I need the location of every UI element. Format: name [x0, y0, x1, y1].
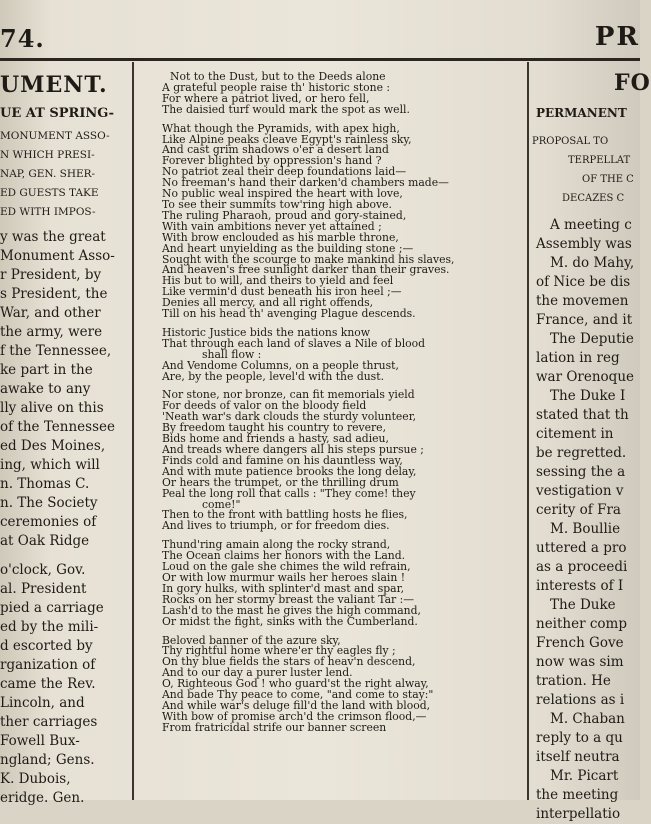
deck-line: TERPELLAT	[568, 155, 631, 166]
poem-line: Forever blighted by oppression's hand ?	[162, 154, 382, 168]
poem-line: The daisied turf would mark the spot as well.	[162, 102, 410, 116]
poem-line: Till on his head th' avenging Plague descends.	[162, 307, 416, 321]
body-line: K. Dubois,	[0, 771, 71, 787]
page-header	[0, 0, 640, 60]
deck-line: DECAZES C	[562, 193, 625, 204]
body-line: lation in reg	[536, 350, 620, 366]
poem-line: In gory hulks, with splinter'd mast and spar,	[162, 581, 405, 595]
poem-line: Not to the Dust, but to the Deeds alone	[170, 70, 386, 83]
body-line: The Duke I	[550, 388, 626, 404]
body-line: relations as i	[536, 692, 625, 708]
body-line: Fowell Bux-	[0, 733, 80, 749]
poem-line: A grateful people raise th' historic stone :	[162, 80, 391, 94]
poem-stanza-6	[162, 633, 526, 734]
poem-line: Historic Justice bids the nations know	[162, 325, 371, 339]
body-line: y was the great	[0, 229, 106, 245]
poem-line: His but to will, and theirs to yield and feel	[162, 274, 394, 288]
poem-line: Lash'd to the mast he gives the high command,	[162, 603, 421, 617]
body-line: lly alive on this	[0, 400, 104, 416]
poem-line: The Ocean claims her honors with the Land.	[162, 549, 406, 563]
left-column	[0, 62, 128, 806]
body-line: stated that th	[536, 407, 629, 423]
body-line: itself neutra	[536, 749, 620, 765]
poem-line: For deeds of valor on the bloody field	[162, 399, 367, 413]
masthead-fragment: PR	[594, 22, 640, 52]
body-line: the meeting	[536, 787, 619, 803]
poem-stanza-5	[162, 540, 526, 627]
body-line: at Oak Ridge	[0, 533, 90, 549]
body-line: The Deputie	[550, 331, 634, 347]
body-line: vestigation v	[536, 483, 624, 499]
poem-stanza-2	[162, 121, 526, 321]
left-headline: UMENT.	[0, 72, 108, 98]
poem-line: Or hears the trumpet, or the thrilling drum	[162, 475, 399, 489]
body-line: ke part in the	[0, 362, 93, 378]
poem-line: To see their summits tow'ring high above.	[162, 197, 392, 211]
poem	[140, 72, 526, 734]
deck-line: N WHICH PRESI-	[0, 149, 95, 161]
body-line: M. do Mahy,	[550, 255, 635, 271]
poem-line: Thy rightful home where'er thy eagles fly ;	[162, 644, 396, 658]
body-line: awake to any	[0, 381, 91, 397]
poem-line: Or midst the fight, sinks with the Cumberland.	[162, 614, 418, 628]
body-line: now was sim	[536, 654, 624, 670]
body-line: Assembly was	[536, 236, 632, 252]
body-line: sessing the a	[536, 464, 626, 480]
poem-line: Beloved banner of the azure sky,	[162, 633, 341, 647]
body-line: cerity of Fra	[536, 502, 621, 518]
body-line: neither comp	[536, 616, 627, 632]
poem-line: 'Neath war's dark clouds the sturdy volunteer,	[162, 410, 417, 424]
body-line: n. Thomas C.	[0, 476, 90, 492]
body-line: f the Tennessee,	[0, 343, 112, 359]
body-line: d escorted by	[0, 638, 93, 654]
body-line: of Nice be dis	[536, 274, 631, 290]
body-line: French Gove	[536, 635, 624, 651]
poem-line: And Vendome Columns, on a people thrust,	[162, 358, 399, 372]
body-line: r President, by	[0, 267, 102, 283]
poem-line: And cast grim shadows o'er a desert land	[162, 143, 389, 157]
body-line: interpellatio	[536, 806, 621, 822]
poem-line: By freedom taught his country to revere,	[162, 421, 387, 435]
right-headline: FO	[614, 70, 651, 96]
body-line: pied a carriage	[0, 600, 104, 616]
body-line: n. The Society	[0, 495, 98, 511]
poem-line: And heart unyielding as the building stone ;—	[162, 241, 414, 255]
left-deck	[0, 127, 128, 222]
right-subhead: PERMANENT	[536, 106, 627, 120]
deck-line: MONUMENT ASSO-	[0, 130, 110, 142]
poem-line: The ruling Pharaoh, proud and gory-stained,	[162, 208, 407, 222]
poem-line: From fratricidal strife our banner screen	[162, 720, 387, 734]
poem-line: Finds cold and famine on his dauntless way,	[162, 453, 403, 467]
poem-line: That through each land of slaves a Nile of blood	[162, 336, 426, 350]
body-line: ther carriages	[0, 714, 98, 730]
poem-line: Peal the long roll that calls : "They come! they	[162, 486, 416, 500]
poem-line: And lives to triumph, or for freedom dies.	[162, 519, 390, 533]
poem-line: come!"	[202, 497, 241, 511]
body-line: interests of I	[536, 578, 624, 594]
poem-stanza-4	[162, 390, 526, 532]
column-rule-left	[132, 62, 134, 800]
body-line: uttered a pro	[536, 540, 627, 556]
deck-line: OF THE C	[582, 174, 634, 185]
deck-line: ED WITH IMPOS-	[0, 206, 96, 218]
right-deck	[532, 132, 640, 208]
poem-line: Like vermin'd dust beneath his iron heel ;—	[162, 285, 402, 299]
body-line: A meeting c	[550, 217, 632, 233]
poem-line: Then to the front with battling hosts he flies,	[162, 508, 408, 522]
left-subhead: UE AT SPRING-	[0, 106, 115, 121]
poem-line: With brow enclouded as his marble throne,	[162, 230, 399, 244]
right-article-body	[532, 216, 640, 824]
poem-line: And while war's deluge fill'd the land with blood,	[162, 698, 431, 712]
right-column	[532, 62, 651, 822]
poem-line: Rocks on her stormy breast the valiant Tar :—	[162, 592, 415, 606]
body-line: came the Rev.	[0, 676, 96, 692]
left-article-body-2	[0, 561, 128, 808]
body-line: ngland; Gens.	[0, 752, 95, 768]
body-line: tration. He	[536, 673, 611, 689]
deck-line: ED GUESTS TAKE	[0, 187, 99, 199]
body-line: eridge. Gen.	[0, 790, 85, 806]
poem-line: No freeman's hand their darken'd chambers made—	[162, 176, 449, 190]
poem-line: No public weal inspired the heart with love,	[162, 187, 403, 201]
poem-line: Loud on the gale she chimes the wild refrain,	[162, 560, 411, 574]
poem-line: On thy blue fields the stars of heav'n descend,	[162, 655, 416, 669]
poem-line: Sought with the scourge to make mankind his slaves,	[162, 252, 455, 266]
body-line: as a proceedi	[536, 559, 628, 575]
poem-line: And treads where dangers all his steps pursue ;	[162, 443, 424, 456]
body-line: be regretted.	[536, 445, 627, 461]
body-line: War, and other	[0, 305, 101, 321]
body-line: M. Chaban	[550, 711, 625, 727]
body-line: the army, were	[0, 324, 103, 340]
page-number: 74.	[0, 24, 45, 53]
poem-line: And to our day a purer luster lend.	[162, 666, 353, 680]
body-line: of the Tennessee	[0, 419, 115, 435]
poem-line: What though the Pyramids, with apex high,	[162, 121, 400, 135]
poem-line: With vain ambitions never yet attained ;	[162, 219, 382, 233]
body-line: the movemen	[536, 293, 629, 309]
poem-line: Are, by the people, level'd with the dust.	[162, 369, 384, 383]
body-line: The Duke	[550, 597, 616, 613]
column-rule-right	[527, 62, 529, 800]
poem-line: Thund'ring amain along the rocky strand,	[162, 538, 391, 552]
body-line: ing, which will	[0, 457, 100, 473]
poem-line: With bow of promise arch'd the crimson flood,—	[162, 709, 427, 723]
deck-line: NAP, GEN. SHER-	[0, 168, 96, 180]
body-line: s President, the	[0, 286, 108, 302]
body-line: France, and it	[536, 312, 633, 328]
poem-line: No patriot zeal their deep foundations laid—	[162, 165, 407, 179]
body-line: ed by the mili-	[0, 619, 99, 635]
poem-line: shall flow :	[202, 347, 262, 361]
poem-line: For where a patriot lived, or hero fell,	[162, 91, 370, 105]
body-line: o'clock, Gov.	[0, 562, 86, 578]
body-line: Monument Asso-	[0, 248, 115, 264]
poem-line: Bids home and friends a hasty, sad adieu,	[162, 432, 389, 446]
poem-line: And heaven's free sunlight darker than their graves.	[162, 263, 450, 277]
body-line: rganization of	[0, 657, 96, 673]
header-rule	[0, 58, 640, 61]
poem-line: Denies all mercy, and all right offends,	[162, 296, 374, 310]
body-line: Mr. Picart	[550, 768, 619, 784]
poem-line: And with mute patience brooks the long delay,	[162, 464, 417, 478]
poem-stanza-1	[162, 72, 526, 116]
body-line: Lincoln, and	[0, 695, 85, 711]
poem-line: O, Righteous God ! who guard'st the right alway,	[162, 677, 429, 691]
body-line: reply to a qu	[536, 730, 623, 746]
body-line: ed Des Moines,	[0, 438, 106, 454]
body-line: M. Boullie	[550, 521, 621, 537]
body-line: citement in	[536, 426, 614, 442]
poem-line: And bade Thy peace to come, "and come to stay:"	[162, 688, 434, 702]
deck-line: PROPOSAL TO	[532, 136, 609, 147]
left-article-body-1	[0, 228, 128, 551]
poem-column	[140, 62, 526, 800]
poem-line: Like Alpine peaks cleave Egypt's rainless sky,	[162, 132, 412, 146]
poem-line: Nor stone, nor bronze, can fit memorials yield	[162, 388, 415, 402]
poem-line: Or with low murmur wails her heroes slain !	[162, 570, 406, 584]
body-line: ceremonies of	[0, 514, 97, 530]
poem-stanza-3	[162, 325, 526, 383]
body-line: al. President	[0, 581, 87, 597]
body-line: war Orenoque	[536, 369, 635, 385]
